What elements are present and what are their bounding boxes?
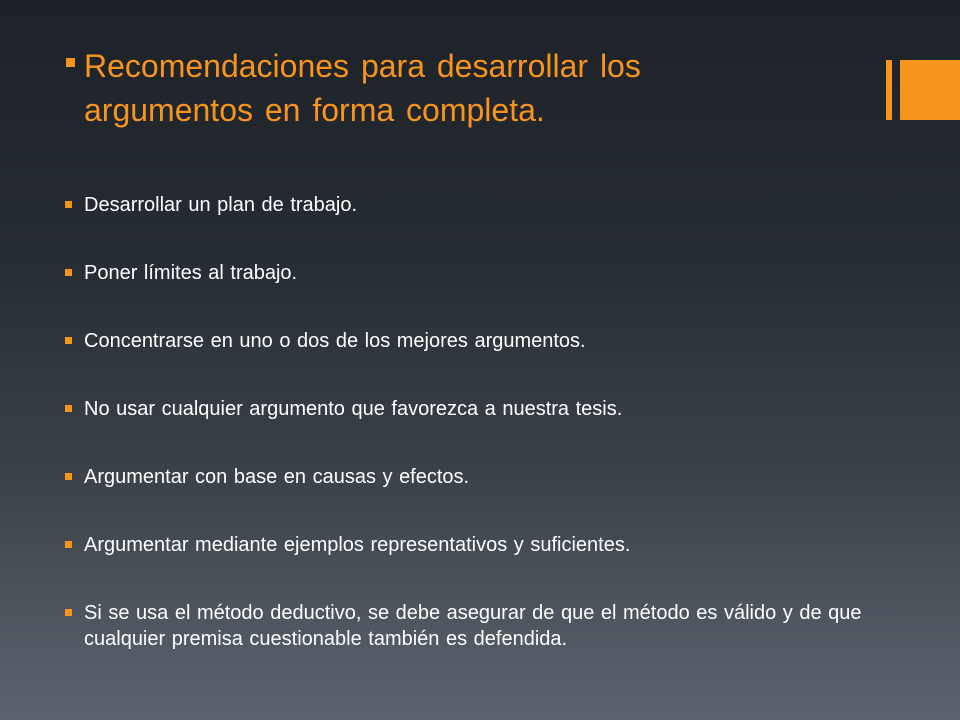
bullet-list xyxy=(62,192,922,652)
bullet-text: Poner límites al trabajo. xyxy=(84,262,298,284)
square-bullet-icon xyxy=(65,269,72,276)
square-bullet-icon xyxy=(65,541,72,548)
slide-title: Recomendaciones para desarrollar los argumentos en forma completa. xyxy=(84,48,641,128)
square-bullet-icon xyxy=(65,609,72,616)
square-bullet-icon xyxy=(65,337,72,344)
square-bullet-icon xyxy=(65,473,72,480)
bullet-text: No usar cualquier argumento que favorezca a nuestra tesis. xyxy=(84,398,623,420)
bullet-item xyxy=(62,396,922,422)
bullet-item xyxy=(62,532,922,558)
bullet-text: Concentrarse en uno o dos de los mejores argumentos. xyxy=(84,330,586,352)
bullet-item xyxy=(62,260,922,286)
bullet-text: Si se usa el método deductivo, se debe asegurar de que el método es válido y de que cualquier premisa cuestionable también es defendida. xyxy=(84,602,862,650)
bullet-text: Desarrollar un plan de trabajo. xyxy=(84,194,358,216)
logo-square xyxy=(900,60,960,120)
square-bullet-icon xyxy=(66,58,75,67)
square-bullet-icon xyxy=(65,201,72,208)
bullet-text: Argumentar con base en causas y efectos. xyxy=(84,466,470,488)
bullet-item xyxy=(62,192,922,218)
slide-title-block xyxy=(60,44,760,132)
bullet-item xyxy=(62,600,922,652)
bullet-item xyxy=(62,328,922,354)
square-bullet-icon xyxy=(65,405,72,412)
orange-bar-square-logo-icon xyxy=(886,60,960,120)
bullet-item xyxy=(62,464,922,490)
bullet-text: Argumentar mediante ejemplos representativos y suficientes. xyxy=(84,534,631,556)
logo-bar xyxy=(886,60,892,120)
